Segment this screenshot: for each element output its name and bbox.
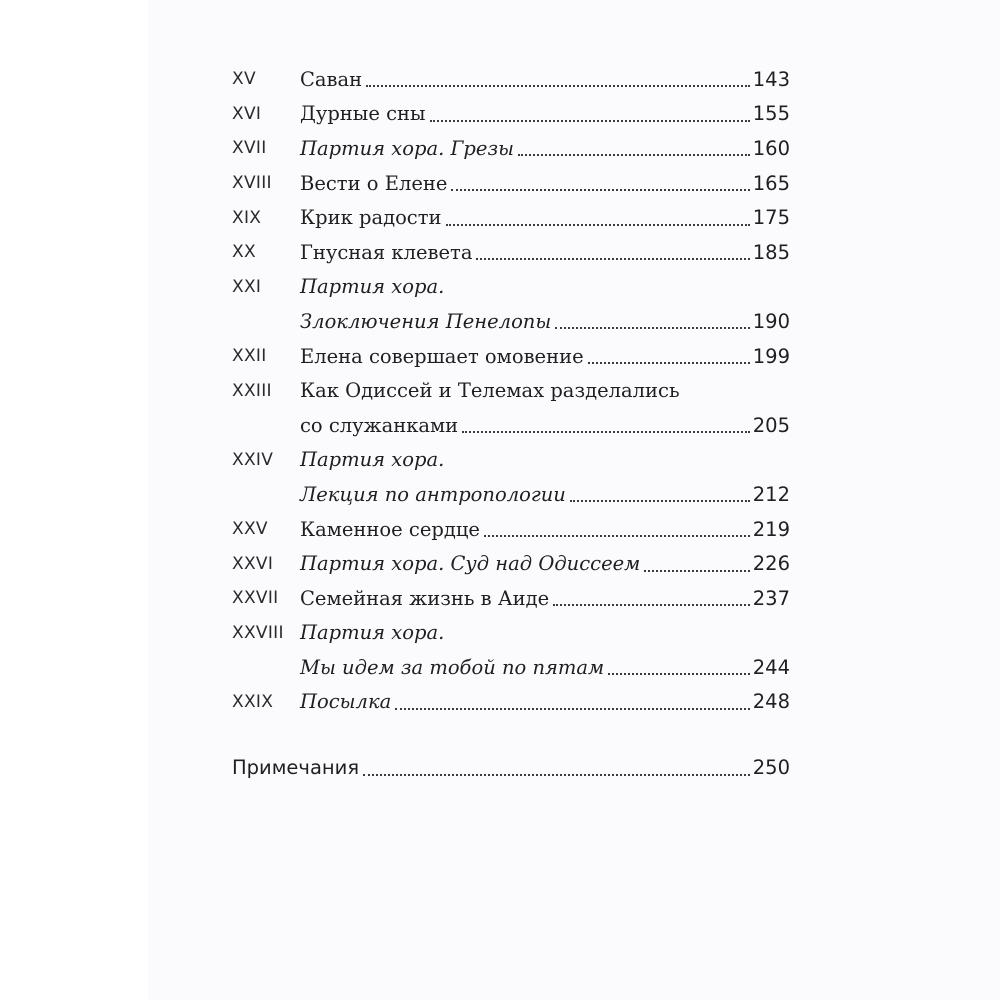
toc-entry[interactable] (232, 131, 790, 166)
toc-entry-title: Елена совершает омовение (300, 344, 584, 368)
chapter-number: XVII (232, 138, 267, 159)
toc-entry-title: Примечания (232, 756, 360, 780)
chapter-number: XXIV (232, 449, 274, 470)
chapter-number: XXIX (232, 691, 274, 712)
toc-entry-title: Посылка (300, 690, 392, 714)
toc-entry[interactable] (232, 97, 790, 132)
chapter-number: XX (232, 242, 256, 263)
toc-entry-page: 143 (752, 67, 790, 91)
chapter-number: XXV (232, 519, 268, 540)
toc-entry-title: Партия хора. Суд над Одиссеем (300, 552, 641, 576)
dot-leader (363, 774, 750, 776)
toc-entry-title: Вести о Елене (300, 171, 448, 195)
toc-entry-title: Лекция по антропологии (300, 482, 566, 506)
toc-entry-title: Семейная жизнь в Аиде (300, 586, 550, 610)
toc-entry-title: Гнусная клевета (300, 240, 473, 264)
toc-entry-page: 185 (752, 240, 790, 264)
toc-entry-title: Партия хора. Грезы (300, 136, 514, 160)
toc-entry-page: 199 (752, 344, 790, 368)
toc-entry-page: 237 (752, 586, 790, 610)
toc-entry[interactable] (232, 200, 790, 235)
dot-leader (451, 189, 749, 191)
toc-entry[interactable] (232, 512, 790, 547)
toc-entry[interactable] (232, 477, 790, 512)
toc-entry[interactable] (232, 373, 790, 408)
chapter-number: XXVI (232, 553, 274, 574)
toc-entry[interactable] (232, 581, 790, 616)
dot-leader (484, 535, 750, 537)
toc-entry[interactable] (232, 685, 790, 720)
toc-entry-page: 205 (752, 413, 790, 437)
chapter-number: XVIII (232, 173, 272, 194)
toc-entry-page: 165 (752, 171, 790, 195)
toc-entry[interactable] (232, 408, 790, 443)
toc-entry-title: со служанками (300, 413, 459, 437)
dot-leader (608, 673, 750, 675)
toc-entry[interactable] (232, 270, 790, 305)
toc-entry[interactable] (232, 650, 790, 685)
chapter-number: XV (232, 69, 256, 90)
toc-entry[interactable] (232, 166, 790, 201)
toc-entry-page: 190 (752, 309, 790, 333)
toc-entry[interactable] (232, 616, 790, 651)
toc-entry-page: 160 (752, 136, 790, 160)
toc-entry-title: Саван (300, 67, 363, 91)
chapter-number: XVI (232, 103, 262, 124)
toc-entry-title: Партия хора. (300, 275, 445, 299)
toc-entry-title: Как Одиссей и Телемах разделались (300, 379, 680, 403)
chapter-number: XIX (232, 207, 262, 228)
toc-entry-title: Злоключения Пенелопы (300, 309, 552, 333)
toc-entry[interactable] (232, 443, 790, 478)
toc-entry[interactable] (232, 62, 790, 97)
chapter-number: XXII (232, 346, 267, 367)
toc-entry-page: 175 (752, 206, 790, 230)
chapter-number: XXVIII (232, 622, 284, 643)
dot-leader (555, 327, 750, 329)
dot-leader (553, 604, 750, 606)
chapter-number: XXI (232, 276, 262, 297)
toc-entry-page: 219 (752, 517, 790, 541)
toc-entry[interactable] (232, 546, 790, 581)
table-of-contents (232, 62, 790, 785)
toc-entry-notes[interactable] (232, 750, 790, 785)
section-gap (232, 719, 790, 750)
dot-leader (395, 708, 750, 710)
dot-leader (366, 85, 750, 87)
dot-leader (446, 224, 750, 226)
toc-entry[interactable] (232, 339, 790, 374)
toc-entry-title: Каменное сердце (300, 517, 480, 541)
toc-entry-page: 250 (752, 756, 790, 780)
toc-entries (232, 62, 790, 719)
toc-entry-title: Мы идем за тобой по пятам (300, 655, 605, 679)
dot-leader (570, 500, 750, 502)
dot-leader (588, 362, 750, 364)
dot-leader (476, 258, 749, 260)
dot-leader (430, 120, 750, 122)
toc-entry-page: 244 (752, 655, 790, 679)
toc-entry-page: 155 (752, 102, 790, 126)
toc-entry-title: Дурные сны (300, 102, 426, 126)
toc-entry-title: Партия хора. (300, 448, 445, 472)
toc-entry[interactable] (232, 235, 790, 270)
toc-entry-title: Крик радости (300, 206, 442, 230)
toc-entry-page: 226 (752, 552, 790, 576)
toc-entry-title: Партия хора. (300, 621, 445, 645)
chapter-number: XXVII (232, 588, 279, 609)
toc-entry-page: 248 (752, 690, 790, 714)
toc-entry[interactable] (232, 304, 790, 339)
toc-entry-page: 212 (752, 482, 790, 506)
dot-leader (462, 431, 750, 433)
dot-leader (518, 154, 750, 156)
dot-leader (644, 570, 749, 572)
chapter-number: XXIII (232, 380, 272, 401)
